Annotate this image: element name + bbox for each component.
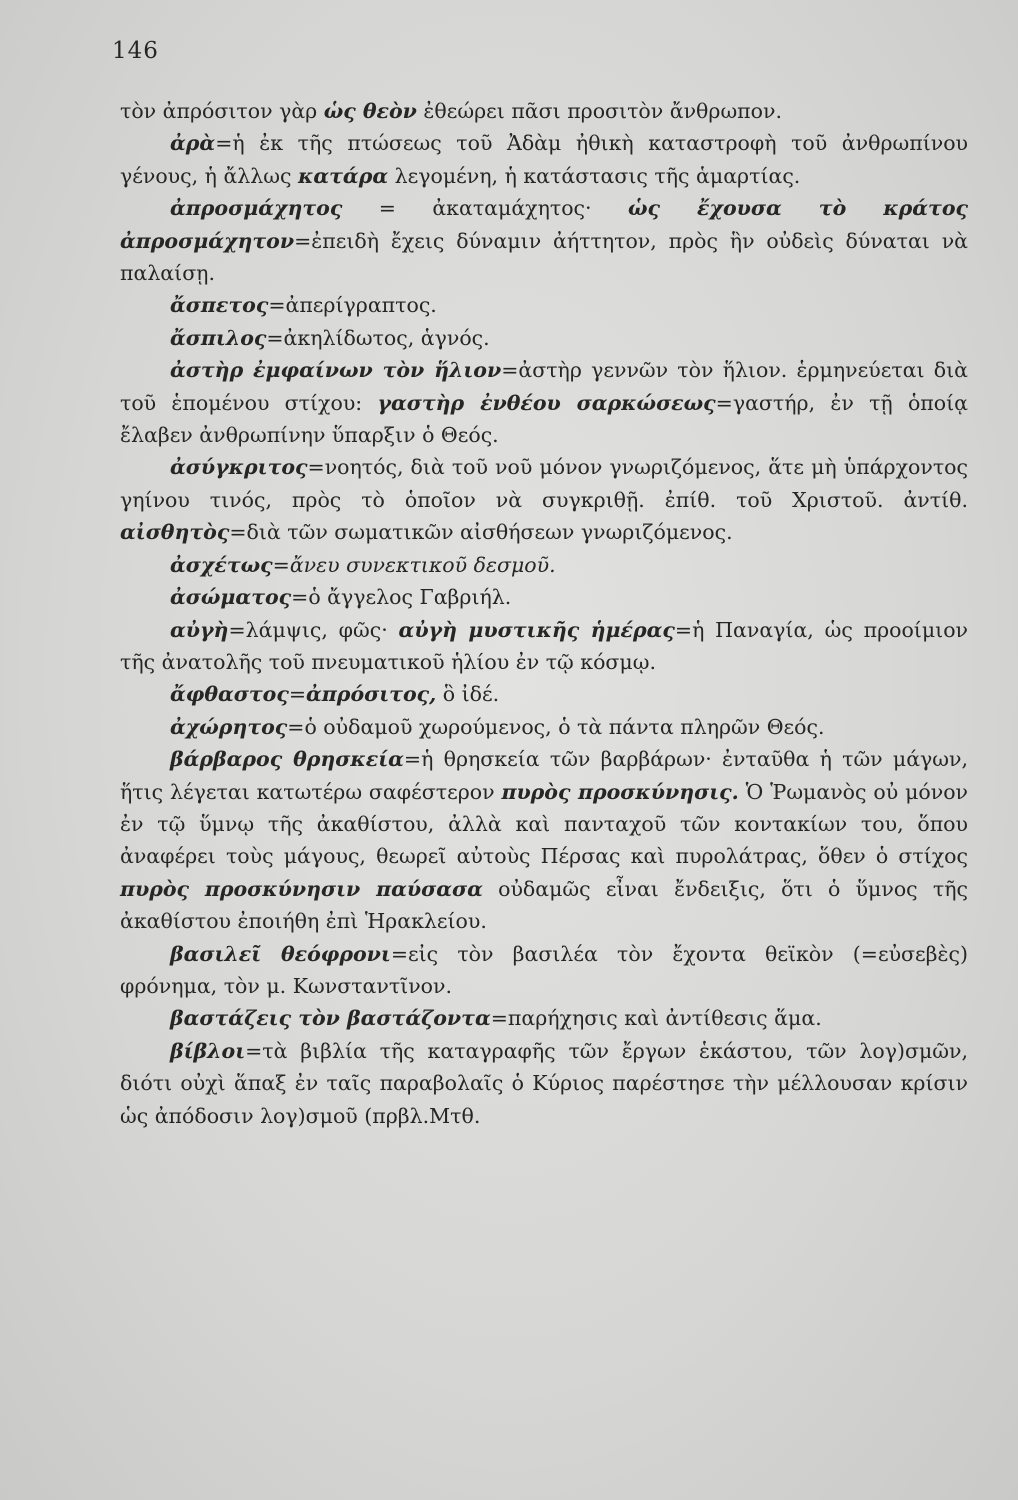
headword: ἄσπετος xyxy=(170,293,269,318)
headword: ἄφθαστος xyxy=(170,682,289,707)
definition-text: =διὰ τῶν σωματικῶν αἰσθήσεων γνωριζόμενος. xyxy=(229,520,733,545)
definition-text: =ἐπειδὴ ἔχεις δύναμιν ἀήττητον, πρὸς ἣν οὐδεὶς δύναται νὰ παλαίσῃ. xyxy=(120,228,968,286)
definition-text: =εἰς τὸν βασιλέα τὸν ἔχοντα θεϊκὸν (=εὐσεβὲς) φρόνημα, τὸν μ. Κωνσταντῖνον. xyxy=(120,941,969,998)
definition-text: =ὁ ἄγγελος Γαβριήλ. xyxy=(291,585,512,610)
definition-text: =γαστήρ, ἐν τῇ ὁποίᾳ ἔλαβεν ἀνθρωπίνην ὕπαρξιν ὁ Θεός. xyxy=(120,390,968,448)
definition-text: =νοητός, διὰ τοῦ νοῦ μόνον γνωριζόμενος, ἅτε μὴ ὑπάρχοντος γηίνου τινός, πρὸς τὸ ὁποῖον νὰ συγκριθῇ. ἐπίθ. τοῦ Χριστοῦ. ἀντίθ. xyxy=(120,455,968,512)
quoted-phrase: ὡς ἔχουσα τὸ κράτος ἀπροσμάχητον xyxy=(120,196,968,253)
glossary-entry-aster xyxy=(120,354,968,451)
definition-text: = ἀκαταμάχητος· xyxy=(342,196,628,221)
definition-text: = xyxy=(288,682,307,707)
quoted-phrase: πυρὸς προσκύνησιν παύσασα xyxy=(120,876,483,901)
definition-text: =ἀστὴρ γεννῶν τὸν ἥλιον. ἑρμηνεύεται διὰ τοῦ ἑπομένου στίχου: xyxy=(120,358,968,415)
headword: ἀχώρητος xyxy=(170,714,288,739)
headword: βίβλοι xyxy=(170,1038,246,1063)
glossary-entry-basilei xyxy=(120,938,968,1003)
headword: αὐγὴ xyxy=(170,617,229,642)
headword: ἀρὰ xyxy=(170,131,216,156)
headword: ἄσπιλος xyxy=(170,325,267,350)
headword: ἀστὴρ ἐμφαίνων τὸν ἥλιον xyxy=(170,358,502,383)
glossary-entry-aspetos xyxy=(120,289,968,321)
glossary-entry-achoretos xyxy=(120,711,968,743)
glossary-entry-auge xyxy=(120,614,968,679)
definition-text: =λάμψις, φῶς· xyxy=(228,617,399,642)
definition-text: Ὁ Ῥωμανὸς οὐ μόνον ἐν τῷ ὕμνῳ τῆς ἀκαθίστου, ἀλλὰ καὶ πανταχοῦ τῶν κοντακίων του, ὅπου ἀναφέρει τοὺς μάγους, θεωρεῖ αὐτοὺς Πέρσας καὶ πυρολάτρας, ὅθεν ὁ στίχος xyxy=(120,779,968,869)
glossary-entry-barbaros xyxy=(120,743,968,937)
definition-text: =παρήχησις καὶ ἀντίθεσις ἅμα. xyxy=(490,1006,822,1031)
definition-text: =ὁ οὐδαμοῦ χωρούμενος, ὁ τὰ πάντα πληρῶν Θεός. xyxy=(287,714,825,739)
definition-text: =ἡ θρησκεία τῶν βαρβάρων· ἐνταῦθα ἡ τῶν μάγων, ἥτις λέγεται κατωτέρω σαφέστερον xyxy=(120,747,968,804)
quoted-phrase: ἀπρόσιτος, xyxy=(306,682,437,707)
quoted-phrase: γαστὴρ ἐνθέου σαρκώσεως xyxy=(377,390,716,415)
page-number: 146 xyxy=(112,38,159,64)
definition-text: ὃ ἰδέ. xyxy=(436,682,500,707)
glossary-entry-bastazeis xyxy=(120,1002,968,1034)
glossary-entry-aprosmachetos xyxy=(120,192,968,289)
definition-text: =ἡ Παναγία, ὡς προοίμιον τῆς ἀνατολῆς τοῦ πνευματικοῦ ἡλίου ἐν τῷ κόσμῳ. xyxy=(120,617,969,674)
definition-text: λεγομένη, ἡ κατάστασις τῆς ἁμαρτίας. xyxy=(388,163,801,188)
definition-text: οὐδαμῶς εἶναι ἔνδειξις, ὅτι ὁ ὕμνος τῆς ἀκαθίστου ἐποιήθη ἐπὶ Ἡρακλείου. xyxy=(120,876,968,934)
glossary-entry-bibloi xyxy=(120,1035,968,1132)
headword: ἀπροσμάχητος xyxy=(170,196,343,221)
headword: ἀσχέτως xyxy=(170,552,273,577)
headword: βασιλεῖ θεόφρονι xyxy=(170,941,391,966)
headword: ἀσύγκριτος xyxy=(170,455,308,480)
quoted-phrase: πυρὸς προσκύνησις. xyxy=(501,779,739,804)
glossary-text xyxy=(120,95,968,1132)
glossary-entry-ara xyxy=(120,127,968,192)
quoted-phrase: αἰσθητὸς xyxy=(120,520,230,545)
glossary-entry-asomatos xyxy=(120,581,968,613)
definition-text: ἐθεώρει πᾶσι προσιτὸν ἄνθρωπον. xyxy=(416,99,782,123)
headword: βάρβαρος θρησκεία xyxy=(170,747,404,772)
definition-text: =ἡ ἐκ τῆς πτώσεως τοῦ Ἀδὰμ ἠθικὴ καταστροφὴ τοῦ ἀνθρωπίνου γένους, ἡ ἄλλως xyxy=(120,131,968,188)
definition-text: =τὰ βιβλία τῆς καταγραφῆς τῶν ἔργων ἑκάστου, τῶν λογ)σμῶν, διότι οὐχὶ ἅπαξ ἐν ταῖς παραβολαῖς ὁ Κύριος παρέστησε τὴν μέλλουσαν κρίσιν ὡς ἀπόδοσιν λογ)σμοῦ (πρβλ.Μτθ. xyxy=(120,1038,968,1128)
headword: βαστάζεις τὸν βαστάζοντα xyxy=(170,1006,491,1031)
definition-text: =ἄνευ συνεκτικοῦ δεσμοῦ. xyxy=(272,552,556,577)
definition-text: =ἀπερίγραπτος. xyxy=(268,293,437,318)
definition-text: τὸν ἀπρόσιτον γὰρ xyxy=(120,99,324,123)
glossary-entry-continuation xyxy=(120,95,968,127)
quoted-phrase: ὡς θεὸν xyxy=(323,99,417,123)
quoted-phrase: αὐγὴ μυστικῆς ἡμέρας xyxy=(398,617,675,642)
definition-text: =ἀκηλίδωτος, ἁγνός. xyxy=(266,325,490,350)
quoted-phrase: κατάρα xyxy=(298,163,389,188)
glossary-entry-aschetos xyxy=(120,549,968,581)
glossary-entry-aphthastos xyxy=(120,678,968,710)
glossary-entry-aspilos xyxy=(120,322,968,354)
glossary-entry-asynkritos xyxy=(120,451,968,548)
headword: ἀσώματος xyxy=(170,585,292,610)
